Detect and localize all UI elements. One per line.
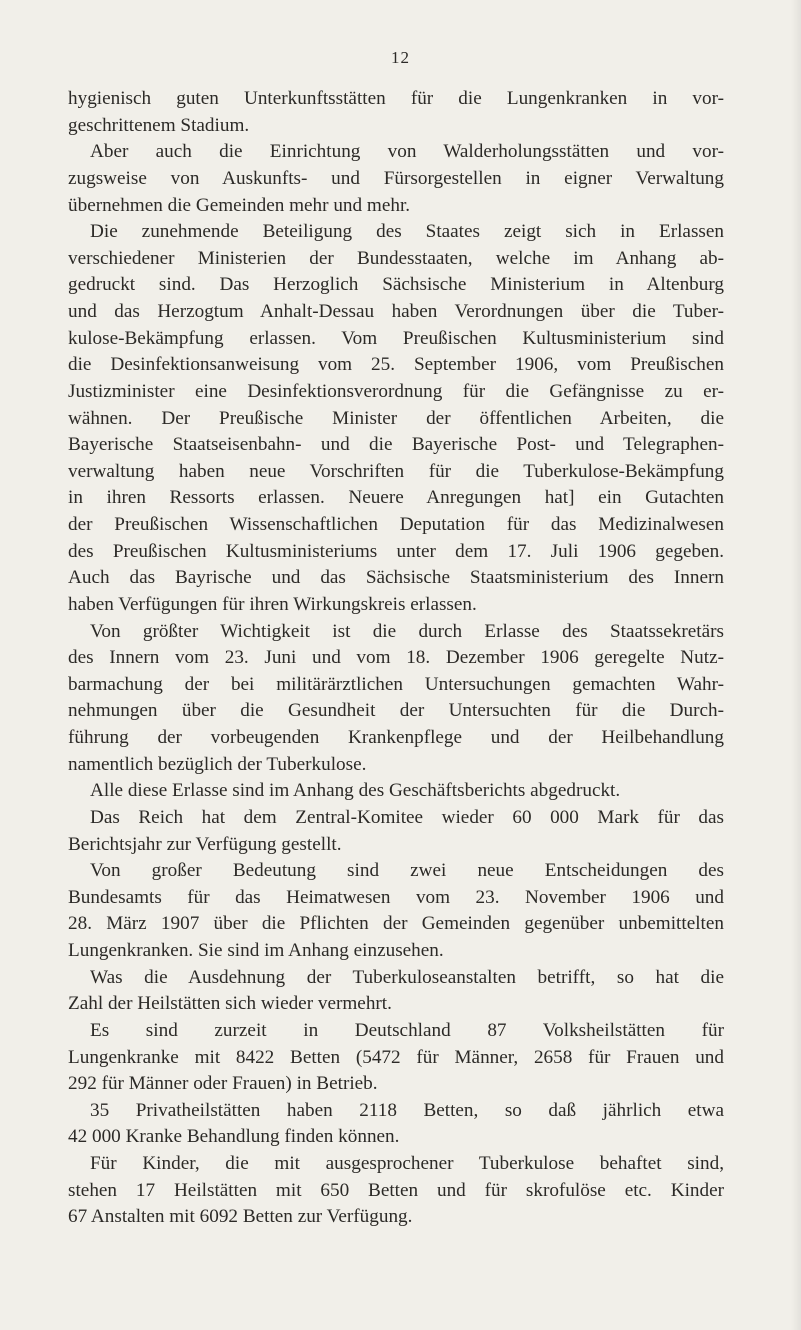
text-line: gedruckt sind. Das Herzoglich Sächsische Ministerium in Altenburg — [68, 274, 724, 296]
text-line: und das Herzogtum Anhalt-Dessau haben Verordnungen über die Tuber- — [68, 301, 724, 322]
text-line: 67 Anstalten mit 6092 Betten zur Verfügung. — [68, 1206, 413, 1228]
text-line: Lungenkranke mit 8422 Betten (5472 für Männer, 2658 für Frauen und — [68, 1046, 724, 1068]
text-line: Alle diese Erlasse sind im Anhang des Geschäftsberichts abgedruckt. — [90, 780, 621, 802]
text-line: Bayerische Staatseisenbahn- und die Bayerische Post- und Telegraphen- — [68, 434, 724, 456]
text-line: des Preußischen Kultusministeriums unter dem 17. Juli 1906 gegeben. — [68, 540, 724, 562]
text-line: 292 für Männer oder Frauen) in Betrieb. — [68, 1073, 378, 1095]
text-line: Bundesamts für das Heimatwesen vom 23. November 1906 und — [68, 886, 724, 908]
text-line: Von größter Wichtigkeit ist die durch Erlasse des Staatssekretärs — [90, 620, 724, 642]
text-line: Justizminister eine Desinfektionsverordnung für die Gefängnisse zu er- — [68, 380, 724, 402]
text-line: des Innern vom 23. Juni und vom 18. Dezember 1906 geregelte Nutz- — [68, 647, 724, 669]
text-line: Was die Ausdehnung der Tuberkuloseanstalten betrifft, so hat die — [90, 966, 724, 988]
text-line: geschrittenem Stadium. — [68, 114, 250, 136]
text-line: barmachung der bei militärärztlichen Untersuchungen gemachten Wahr- — [68, 673, 724, 695]
text-line: übernehmen die Gemeinden mehr und mehr. — [68, 194, 411, 216]
text-line: wähnen. Der Preußische Minister der öffentlichen Arbeiten, die — [68, 407, 724, 429]
text-line: verwaltung haben neue Vorschriften für die Tuberkulose-Bekämpfung — [68, 460, 724, 482]
text-line: die Desinfektionsanweisung vom 25. September 1906, vom Preußischen — [68, 354, 724, 376]
text-line: 35 Privatheilstätten haben 2118 Betten, so daß jährlich etwa — [90, 1099, 724, 1121]
text-line: Zahl der Heilstätten sich wieder vermehrt. — [68, 993, 392, 1015]
text-line: in ihren Ressorts erlassen. Neuere Anregungen hat] ein Gutachten — [68, 487, 724, 509]
text-line: Lungenkranken. Sie sind im Anhang einzusehen. — [68, 940, 444, 961]
text-line: führung der vorbeugenden Krankenpflege und der Heilbehandlung — [68, 727, 724, 748]
page-number: 12 — [391, 48, 410, 67]
text-line: zugsweise von Auskunfts- und Fürsorgestellen in eigner Verwaltung — [68, 167, 724, 189]
text-line: verschiedener Ministerien der Bundesstaaten, welche im Anhang ab- — [68, 247, 724, 269]
text-line: namentlich bezüglich der Tuberkulose. — [68, 753, 367, 775]
text-line: Das Reich hat dem Zentral-Komitee wieder 60 000 Mark für das — [90, 806, 724, 828]
body-text — [68, 86, 724, 1231]
text-line: haben Verfügungen für ihren Wirkungskreis erlassen. — [68, 593, 477, 615]
text-line: 42 000 Kranke Behandlung finden können. — [68, 1126, 400, 1148]
text-line: nehmungen über die Gesundheit der Untersuchten für die Durch- — [68, 700, 724, 722]
text-line: stehen 17 Heilstätten mit 650 Betten und für skrofulöse etc. Kinder — [68, 1179, 724, 1201]
text-line: kulose-Bekämpfung erlassen. Vom Preußischen Kultusministerium sind — [68, 327, 724, 349]
text-line: Es sind zurzeit in Deutschland 87 Volksheilstätten für — [90, 1019, 724, 1041]
text-line: hygienisch guten Unterkunftsstätten für die Lungenkranken in vor- — [68, 88, 724, 109]
text-line: der Preußischen Wissenschaftlichen Deputation für das Medizinalwesen — [68, 514, 724, 535]
text-line: Für Kinder, die mit ausgesprochener Tuberkulose behaftet sind, — [90, 1153, 724, 1174]
text-line: Aber auch die Einrichtung von Walderholungsstätten und vor- — [90, 141, 724, 163]
page-edge-shadow — [791, 0, 801, 1330]
text-line: Die zunehmende Beteiligung des Staates zeigt sich in Erlassen — [90, 221, 724, 243]
text-line: Berichtsjahr zur Verfügung gestellt. — [68, 833, 342, 855]
text-line: Auch das Bayrische und das Sächsische Staatsministerium des Innern — [68, 567, 724, 589]
text-line: Von großer Bedeutung sind zwei neue Entscheidungen des — [90, 860, 724, 882]
text-line: 28. März 1907 über die Pflichten der Gemeinden gegenüber unbemittelten — [68, 913, 724, 935]
